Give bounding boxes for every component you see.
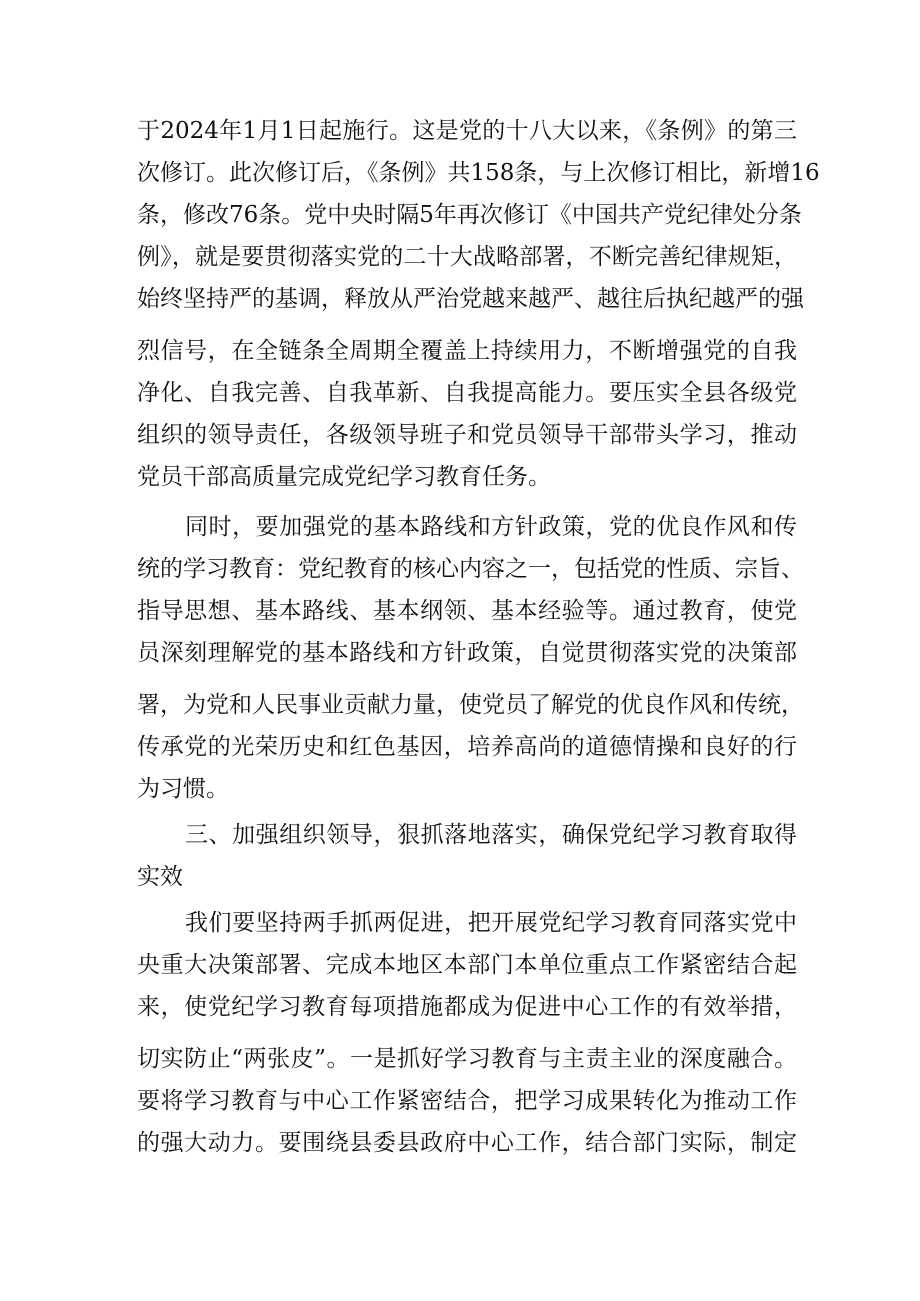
para1-line-2: 次修订。此次修订后，《条例》共158条，与上次修订相比，新增16 <box>137 160 820 186</box>
para2-line-3: 指导思想、基本路线、基本纲领、基本经验等。通过教育，使党 <box>137 598 797 624</box>
para3-line-5: 要将学习教育与中心工作紧密结合，把学习成果转化为推动工作 <box>137 1088 797 1114</box>
para1-line-6: 烈信号，在全链条全周期全覆盖上持续用力，不断增强党的自我 <box>137 338 797 364</box>
heading-line-1: 三、加强组织领导，狠抓落地落实，确保党纪学习教育取得 <box>185 822 797 848</box>
para1-line-5: 始终坚持严的基调，释放从严治党越来越严、越往后执纪越严的强 <box>137 286 804 312</box>
para1-line-1: 于2024年1月1日起施行。这是党的十八大以来，《条例》的第三 <box>137 118 797 144</box>
para1-line-7: 净化、自我完善、自我革新、自我提高能力。要压实全县各级党 <box>137 380 797 406</box>
para3-line-4: 切实防止“两张皮”。一是抓好学习教育与主责主业的深度融合。 <box>137 1046 797 1072</box>
para2-line-1: 同时，要加强党的基本路线和方针政策，党的优良作风和传 <box>185 514 797 540</box>
para1-line-4: 例》，就是要贯彻落实党的二十大战略部署，不断完善纪律规矩， <box>137 244 797 270</box>
heading-line-2: 实效 <box>137 864 183 890</box>
para2-line-6: 传承党的光荣历史和红色基因，培养高尚的道德情操和良好的行 <box>137 734 797 760</box>
para3-line-1: 我们要坚持两手抓两促进，把开展党纪学习教育同落实党中 <box>185 910 797 936</box>
para2-line-7: 为习惯。 <box>137 776 229 802</box>
para1-line-8: 组织的领导责任，各级领导班子和党员领导干部带头学习，推动 <box>137 422 797 448</box>
para2-line-4: 员深刻理解党的基本路线和方针政策，自觉贯彻落实党的决策部 <box>137 640 797 666</box>
para1-line-9: 党员干部高质量完成党纪学习教育任务。 <box>137 464 551 490</box>
para2-line-5: 署，为党和人民事业贡献力量，使党员了解党的优良作风和传统， <box>137 692 804 718</box>
para1-line-3: 条，修改76条。党中央时隔5年再次修订《中国共产党纪律处分条 <box>137 202 802 228</box>
para3-line-3: 来，使党纪学习教育每项措施都成为促进中心工作的有效举措， <box>137 994 797 1020</box>
para3-line-6: 的强大动力。要围绕县委县政府中心工作，结合部门实际，制定 <box>137 1130 797 1156</box>
para2-line-2: 统的学习教育：党纪教育的核心内容之一，包括党的性质、宗旨、 <box>137 556 804 582</box>
para3-line-2: 央重大决策部署、完成本地区本部门本单位重点工作紧密结合起 <box>137 952 797 978</box>
